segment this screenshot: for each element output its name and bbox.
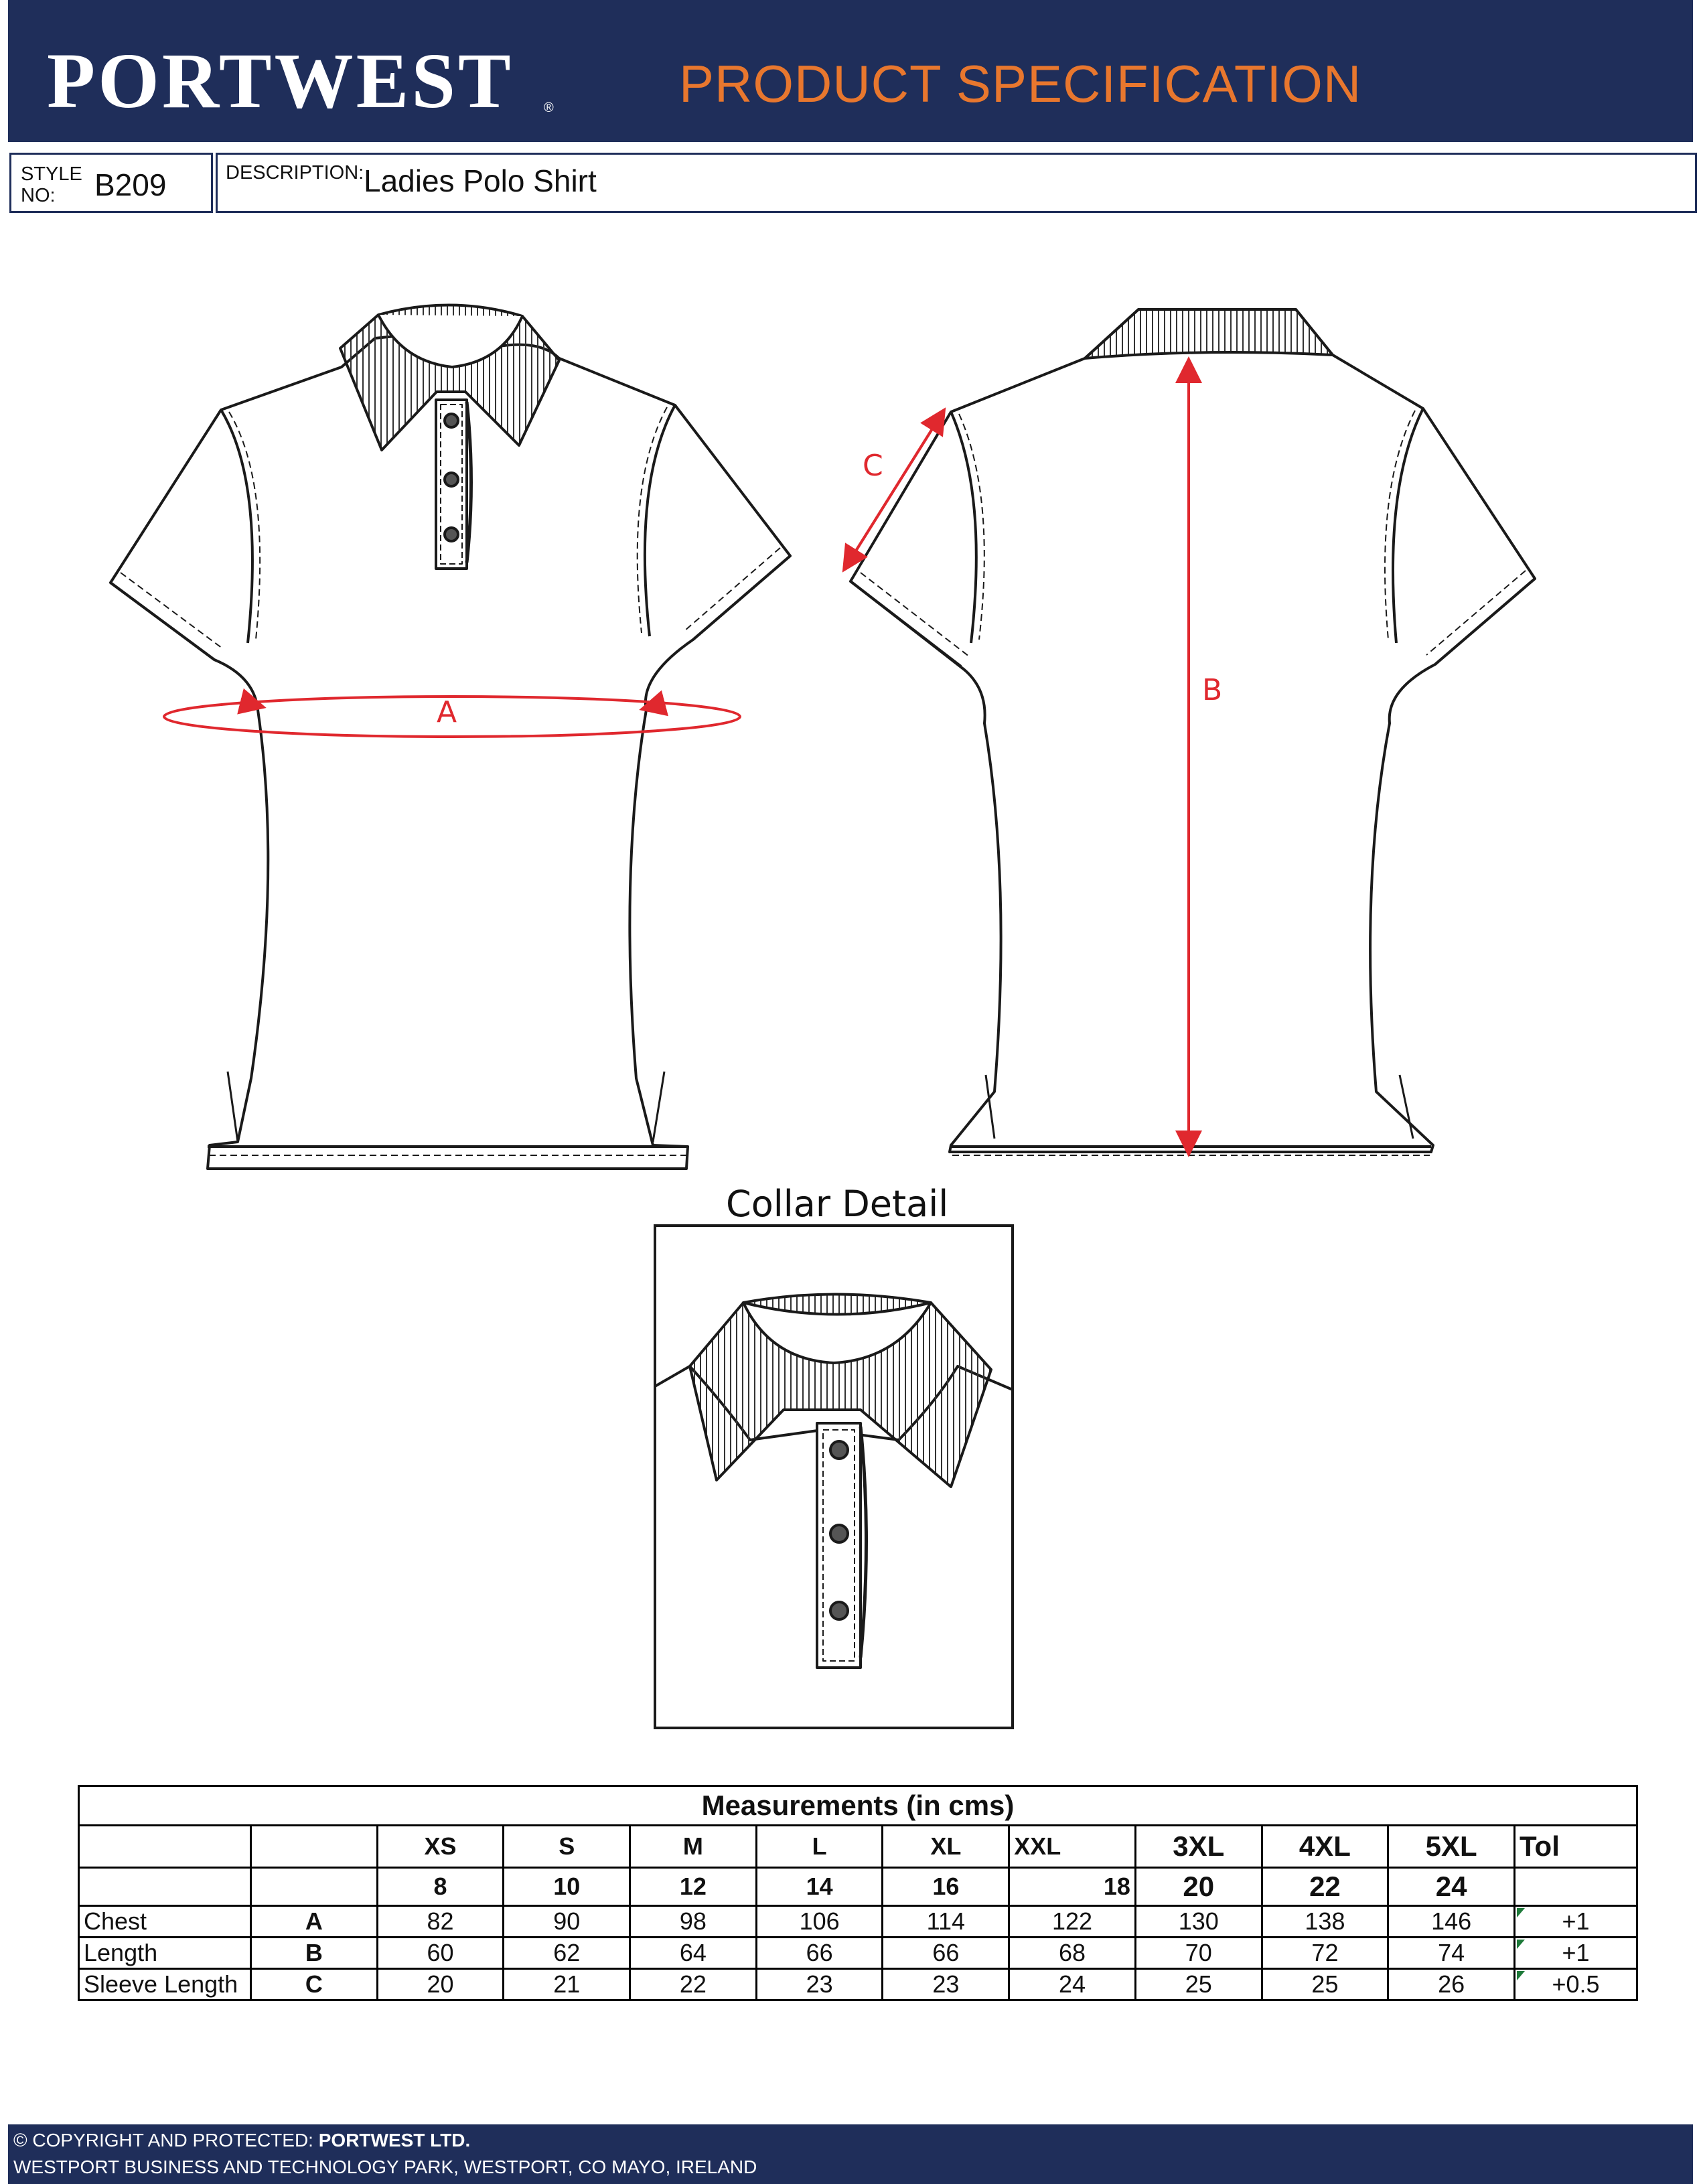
- cell-value: 70: [1135, 1938, 1262, 1969]
- back-collar: [1085, 309, 1333, 358]
- size-header: 5XL: [1388, 1826, 1515, 1868]
- size-header: 4XL: [1262, 1826, 1388, 1868]
- measure-label-b: B: [1202, 673, 1223, 707]
- size-header: L: [756, 1826, 883, 1868]
- uk-size: 14: [756, 1868, 883, 1906]
- cell-value: 26: [1388, 1969, 1515, 2000]
- tolerance-value: +0.5: [1552, 1970, 1600, 1998]
- table-row: [79, 1906, 1637, 1938]
- style-label-line2: NO:: [21, 185, 56, 206]
- row-name: Chest: [79, 1906, 251, 1938]
- style-number: B209: [94, 167, 167, 202]
- back-view: [850, 309, 1535, 1155]
- comment-marker-icon: [1517, 1940, 1525, 1949]
- cell-value: 90: [504, 1906, 630, 1938]
- tolerance-cell: [1515, 1969, 1637, 2000]
- cell-value: 21: [504, 1969, 630, 2000]
- table-row: [79, 1969, 1637, 2000]
- cell-value: 74: [1388, 1938, 1515, 1969]
- cell-value: 82: [377, 1906, 504, 1938]
- style-label-line1: STYLE: [21, 163, 82, 185]
- uk-size: 22: [1262, 1868, 1388, 1906]
- comment-marker-icon: [1517, 1971, 1525, 1980]
- cell-value: 72: [1262, 1938, 1388, 1969]
- cell-value: 23: [756, 1969, 883, 2000]
- cell-value: 68: [1009, 1938, 1136, 1969]
- size-header: M: [630, 1826, 757, 1868]
- cell-value: 66: [756, 1938, 883, 1969]
- row-name: Length: [79, 1938, 251, 1969]
- back-body-outline: [850, 309, 1535, 1152]
- tolerance-value: +1: [1562, 1939, 1590, 1966]
- uk-size: 12: [630, 1868, 757, 1906]
- footer-banner: [8, 2124, 1693, 2184]
- cell-value: 114: [883, 1906, 1009, 1938]
- tolerance-value: +1: [1562, 1907, 1590, 1935]
- cell-value: 20: [377, 1969, 504, 2000]
- address-line: WESTPORT BUSINESS AND TECHNOLOGY PARK, WESTPORT, CO MAYO, IRELAND: [13, 2157, 757, 2177]
- size-header: 3XL: [1135, 1826, 1262, 1868]
- cell-value: 66: [883, 1938, 1009, 1969]
- table-row: [79, 1938, 1637, 1969]
- cell-value: 130: [1135, 1906, 1262, 1938]
- cell-value: 62: [504, 1938, 630, 1969]
- row-name: Sleeve Length: [79, 1969, 251, 2000]
- uk-size: 8: [377, 1868, 504, 1906]
- page-title: PRODUCT SPECIFICATION: [679, 54, 1362, 113]
- size-header: XS: [377, 1826, 504, 1868]
- measure-label-a: A: [437, 695, 457, 729]
- collar-detail-drawing: [655, 1295, 1013, 1668]
- measure-label-c: C: [863, 449, 883, 483]
- row-code: A: [250, 1906, 377, 1938]
- copyright-company: PORTWEST LTD.: [318, 2130, 471, 2151]
- cell-value: 106: [756, 1906, 883, 1938]
- tol-header: Tol: [1515, 1826, 1637, 1868]
- cell-value: 23: [883, 1969, 1009, 2000]
- uk-size: 10: [504, 1868, 630, 1906]
- cell-value: 64: [630, 1938, 757, 1969]
- tolerance-cell: [1515, 1906, 1637, 1938]
- table-title: Measurements (in cms): [79, 1786, 1637, 1826]
- sleeve-measure-c: [845, 412, 943, 568]
- uk-size: 16: [883, 1868, 1009, 1906]
- cell-value: 122: [1009, 1906, 1136, 1938]
- size-header: XL: [883, 1826, 1009, 1868]
- measurements-table: [78, 1785, 1638, 2001]
- row-code: B: [250, 1938, 377, 1969]
- registered-mark: ®: [544, 100, 554, 115]
- cell-value: 24: [1009, 1969, 1136, 2000]
- copyright-line: [13, 2130, 470, 2151]
- size-header-row: [79, 1826, 1637, 1868]
- cell-value: 60: [377, 1938, 504, 1969]
- uk-size: 20: [1135, 1868, 1262, 1906]
- description-label: DESCRIPTION:: [226, 162, 364, 184]
- uk-size: 18: [1009, 1868, 1136, 1906]
- brand-logo: PORTWEST: [47, 37, 514, 125]
- tolerance-cell: [1515, 1938, 1637, 1969]
- cell-value: 25: [1135, 1969, 1262, 2000]
- cell-value: 25: [1262, 1969, 1388, 2000]
- comment-marker-icon: [1517, 1908, 1525, 1917]
- description-value: Ladies Polo Shirt: [364, 163, 597, 198]
- collar-detail-title: Collar Detail: [726, 1183, 949, 1225]
- uk-size: 24: [1388, 1868, 1515, 1906]
- copyright-prefix: © COPYRIGHT AND PROTECTED:: [13, 2130, 319, 2151]
- row-code: C: [250, 1969, 377, 2000]
- cell-value: 146: [1388, 1906, 1515, 1938]
- size-header: S: [504, 1826, 630, 1868]
- cell-value: 138: [1262, 1906, 1388, 1938]
- uk-size-row: [79, 1868, 1637, 1906]
- size-header: XXL: [1009, 1826, 1136, 1868]
- cell-value: 22: [630, 1969, 757, 2000]
- cell-value: 98: [630, 1906, 757, 1938]
